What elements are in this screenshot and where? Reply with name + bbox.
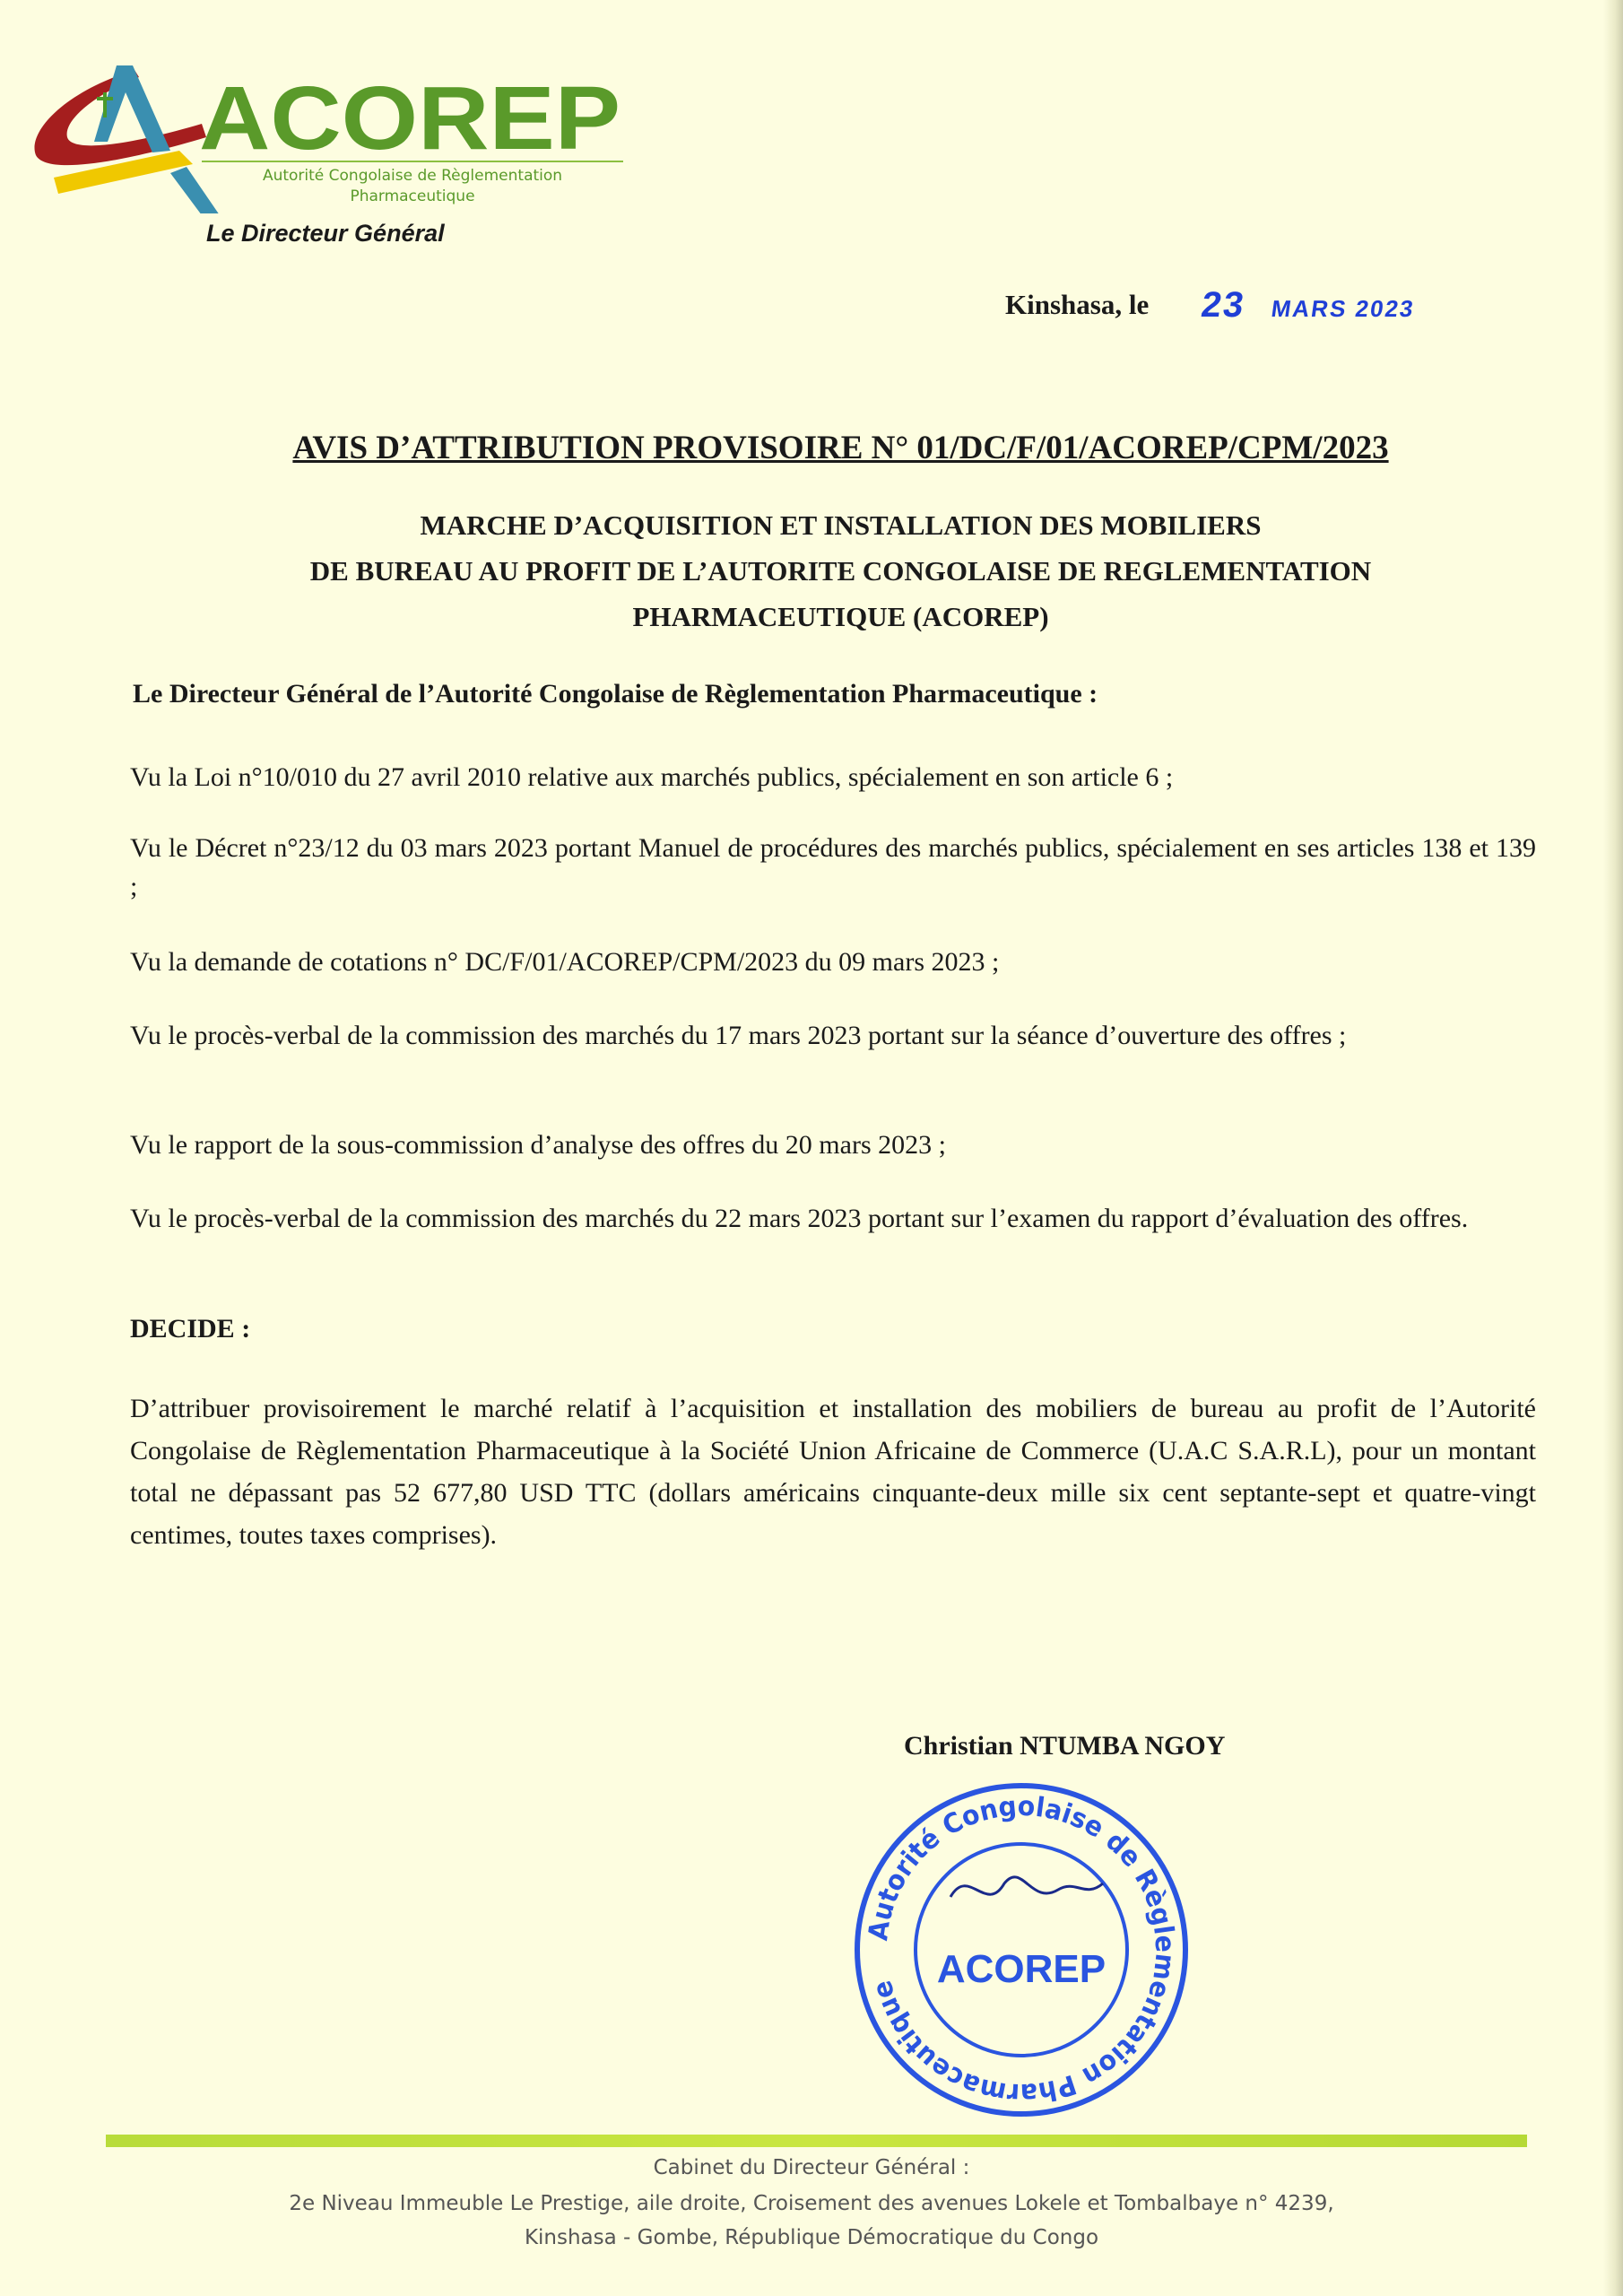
date-stamp xyxy=(1199,285,1418,326)
decide-heading: DECIDE : xyxy=(130,1314,251,1344)
consideration: Vu le rapport de la sous-commission d’analyse des offres du 20 mars 2023 ; xyxy=(130,1130,946,1160)
logo-wordmark: ACOREP xyxy=(199,68,621,169)
footer-city: Kinshasa - Gombe, République Démocratique du Congo xyxy=(524,2226,1099,2249)
stamp-logo-text: ACOREP xyxy=(936,1947,1107,1991)
official-stamp xyxy=(852,1780,1191,2119)
consideration: Vu la Loi n°10/010 du 27 avril 2010 relative aux marchés publics, spécialement en son article 6 ; xyxy=(130,762,1174,792)
consideration: Vu la demande de cotations n° DC/F/01/ACOREP/CPM/2023 du 09 mars 2023 ; xyxy=(130,947,1000,977)
document-subtitle xyxy=(90,502,1592,639)
acorep-logo xyxy=(27,52,637,213)
footer-bar xyxy=(106,2135,1527,2147)
date-stamp-month-year: MARS 2023 xyxy=(1269,295,1417,322)
subtitle-line: MARCHE D’ACQUISITION ET INSTALLATION DES MOBILIERS xyxy=(420,509,1262,541)
lead-statement: Le Directeur Général de l’Autorité Congolaise de Règlementation Pharmaceutique : xyxy=(133,679,1098,709)
page-edge xyxy=(1603,0,1623,2296)
consideration: Vu le Décret n°23/12 du 03 mars 2023 portant Manuel de procédures des marchés publics, spécialement en ses articles 138 et 139 ; xyxy=(130,833,1536,901)
place-label: Kinshasa, le xyxy=(1005,289,1150,320)
consideration: Vu le procès-verbal de la commission des marchés du 22 mars 2023 portant sur l’examen du rapport d’évaluation des offres. xyxy=(130,1204,1469,1233)
logo-subtitle-2: Pharmaceutique xyxy=(350,187,475,205)
decision-paragraph: D’attribuer provisoirement le marché relatif à l’acquisition et installation des mobiliers de bureau au profit de l’Autorité Congolaise de Règlementation Pharmaceutique à la Société Union Africaine de Commerce (U.A.C S.A.R.L), pour un montant total ne dépassant pas 52 677,80 USD TTC (dollars américains cinquante-deux mille six cent septante-sept et quatre-vingt centimes, toutes taxes comprises). xyxy=(130,1394,1536,1550)
footer-address: 2e Niveau Immeuble Le Prestige, aile droite, Croisement des avenues Lokele et Tombalbaye n° 4239, xyxy=(289,2192,1334,2215)
footer-line: Cabinet du Directeur Général : xyxy=(653,2156,970,2179)
subtitle-line: DE BUREAU AU PROFIT DE L’AUTORITE CONGOLAISE DE REGLEMENTATION xyxy=(309,555,1372,587)
signature-icon xyxy=(950,1877,1103,1897)
stamp-ring-text: Autorité Congolaise de Règlementation Pharmaceutique xyxy=(863,1790,1181,2109)
date-stamp-day: 23 xyxy=(1198,285,1248,325)
logo-subtitle: Autorité Congolaise de Règlementation xyxy=(262,167,563,185)
document-title: AVIS D’ATTRIBUTION PROVISOIRE N° 01/DC/F/01/ACOREP/CPM/2023 xyxy=(292,430,1389,466)
signatory-name: Christian NTUMBA NGOY xyxy=(904,1731,1226,1761)
subtitle-line: PHARMACEUTIQUE (ACOREP) xyxy=(632,601,1049,632)
consideration: Vu le procès-verbal de la commission des marchés du 17 mars 2023 portant sur la séance d’ouverture des offres ; xyxy=(130,1021,1347,1050)
sender-title: Le Directeur Général xyxy=(206,220,445,247)
